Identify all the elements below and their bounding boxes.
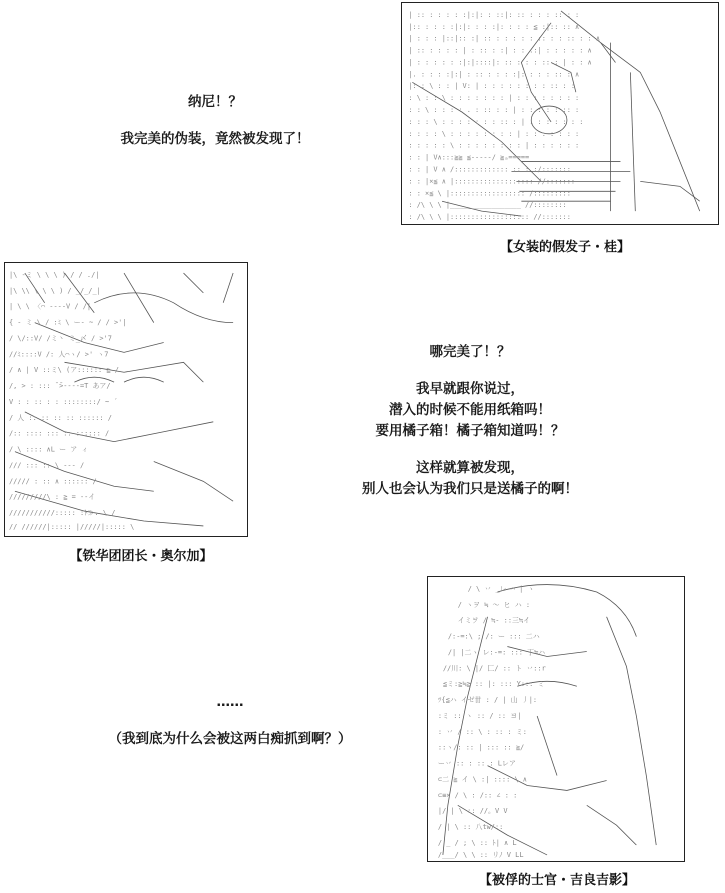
svg-text:/// ::: :: \ --- /: /// ::: :: \ --- / [8,461,85,470]
svg-text:/:: :::: ::: :: :::::: /: /:: :::: ::: :: :::::: / [8,429,110,438]
svg-text:/___/ \ \ :: リﾉ V LL: /___/ \ \ :: リﾉ V LL [437,850,524,859]
dialog-top [95,92,335,150]
dialog-line: 潜入的时候不能用纸箱吗！ [389,402,551,418]
svg-text:: : ×≦ \ |::::::::::::::::::: : : ×≦ \ |:::::::::::::::::: /::::::::: [408,189,571,198]
ascii-art-illustration [5,263,247,536]
ascii-art-panel-kira [427,576,685,862]
svg-text:/ \/::V/ /ミ丶 ミ_〆 / >'7: / \/::V/ /ミ丶 ミ_〆 / >'7 [8,334,112,343]
dialog-line: 这样就算被发现， [416,460,524,476]
svg-text:⊂二 ≧ イ \ :| :::: \ ∧: ⊂二 ≧ イ \ :| :::: \ ∧ [437,775,527,784]
svg-text:| \ \ 〈⌒ ----V / /: | \ \ 〈⌒ ----V / /| [8,302,92,311]
svg-text:///////////::::: :ﾄ≫. \ /: ///////////::::: :ﾄ≫. \ / [8,509,116,518]
svg-text:|\ -ミ \ \ \ ) /: |\ -ミ \ \ \ ) / / ./| [8,271,100,280]
svg-text:: /\ \ \ |:::::::::::::::::: : /\ \ \ |::::::::::::::::::: //::::::: [408,213,571,222]
svg-text:V : : :: : : ::::::::/ ~ ´: V : : :: : : ::::::::/ ~ ´ [8,397,118,406]
svg-text:: : | V ∧ /::::::::::::: ::: : : | V ∧ /::::::::::::: :: : :/::::::: [408,165,571,174]
dialog-line: 别人也会认为我们只是送橘子的啊！ [362,481,578,497]
dialog-line: 我完美的伪装，竟然被发现了！ [120,131,310,147]
svg-text:/| |二ヽ レ:-=: ::: 丁≒ハ: /| |二ヽ レ:-=: ::: 丁≒ハ [447,648,546,657]
svg-text:: : | V∧:::≧≧ ≦-----/ ≧ₐ====: : : | V∧:::≧≧ ≦-----/ ≧ₐ===== ______ [408,153,559,162]
svg-text:ー丷 :: : :: : Lレア: ー丷 :: : :: : Lレア [437,759,516,768]
ascii-art-panel-katsura [401,2,719,225]
svg-text:/ _ / ; \ :: ﾄ| ∧ L: / _ / ; \ :: ﾄ| ∧ L [437,839,517,848]
dialog-line: …… [216,694,244,710]
svg-text:| :: : : : : :|:|: : ::|: :: :: | :: : : : : :|:|: : ::|: :: : : : :: : : [408,10,580,19]
svg-text:/, > : ::: ̄ ̄>----=T あア/: /, > : ::: ̄ ̄>----=T あア/ [8,382,111,391]
svg-text:///// : :: ∧ :::::: /: ///// : :: ∧ :::::: / [8,477,97,486]
svg-text:: \ : : \ : : : : : : : | : :: : \ : : \ : : : : : : : | : : : : : : : : [408,94,580,103]
caption-kira: 【被俘的士官・吉良吉影】 [478,873,635,888]
svg-text:: : |×≦ ∧ |::::::::::::::::::: : : |×≦ ∧ |::::::::::::::::::: //::::::: [408,177,576,186]
svg-text:|\ \\ \ \ \ ) / _/: |\ \\ \ \ \ ) / _/_/_| [8,286,101,295]
caption-orga: 【铁华团团长・奥尔加】 [69,549,213,564]
svg-text:イミヲ / ≒- ::三≒イ: イミヲ / ≒- ::三≒イ [457,616,531,625]
dialog-bottom [80,692,380,750]
dialog-line: 哪完美了！？ [429,344,511,360]
svg-text:{ - ミ \ / :ﾐ \ ー- ~ / /: { - ミ \ / :ﾐ \ ー- ~ / / >'| [8,318,127,327]
svg-text:: : : : : \ : : : : : : : : |: : : : : : \ : : : : : : : : | : : : : : : [408,141,580,150]
svg-text:|/ | \ :: //。V V: |/ | \ :: //。V V [437,807,508,816]
caption-katsura: 【女装的假发子・桂】 [499,240,630,255]
svg-text://ﾐ::::V /: 人⌒ヽ/ >' ヽ7: //ﾐ::::V /: 人⌒ヽ/ >' ヽ7 [8,350,109,359]
svg-text:≦ミ:≧≒≧ :: |: ::: Y::: ミ: ≦ミ:≧≒≧ :: |: ::: Y::: ミ [442,680,545,689]
svg-text:: : : : \ : : : : : : : : | :: : : : : \ : : : : : : : : | : : : : : : : [408,129,580,138]
svg-text:// //////|::::: |/////|:::::: // //////|::::: |/////|::::: \ [8,522,135,531]
svg-text:: 丷 / :: \ : :: : ミ:: : 丷 / :: \ : :: : ミ: [437,727,527,736]
svg-text:: /\ \ \ |________________: : /\ \ \ |_________________ //:::::::: [408,201,567,210]
svg-text:| :: : : : : | : :: : :| : : :: | :: : : : : | : :: : :| : : ::| : : : : : ∧ [408,46,592,55]
svg-text:::ヽ/: :: | ::: :: ≧/: ::ヽ/: :: | ::: :: ≧/ [437,743,525,752]
svg-text:ﾂ{≦ハ イゼ丗 : / | 山 丿|:: ﾂ{≦ハ イゼ丗 : / | 山 丿|: [437,696,538,705]
svg-text:/:-=:\ ; /: ー ::: 二ハ: /:-=:\ ; /: ー ::: 二ハ [447,632,540,641]
ascii-art-illustration [402,3,718,224]
svg-text:/ \ 丷 _レ ⌒ | ヽ: / \ 丷 _レ ⌒ | ヽ [467,585,535,593]
dialog-middle [320,342,620,500]
svg-text:| : : : |::|:: :| :: : : : : :: | : : : |::|:: :| :: : : : : : :: : : :: : : ∧ [408,34,601,43]
svg-text:|. : : : :|:| : :: : : : :|: :: |. : : : :|:| : :: : : : :|: : : : :: : ∧ [408,70,580,79]
svg-text:⊂≡× / \ : /:: ∠ : :: ⊂≡× / \ : /:: ∠ : : [437,791,518,800]
svg-text:/ \ :::: ∧L ー ア ィ: / \ :::: ∧L ー ア ィ [8,445,89,454]
svg-text::ミ :: ヽ :: / :: ヨ|: :ミ :: ヽ :: / :: ヨ| [437,712,522,721]
ascii-art-illustration [428,577,684,861]
dialog-line: 纳尼！？ [188,94,242,110]
svg-text:/ | \ :: 八tw/::: / | \ :: 八tw/:: [437,823,504,832]
svg-text:/ ヽヲ ≒ 〜 ヒ ハ :: / ヽヲ ≒ 〜 ヒ ハ : [457,600,531,609]
svg-text:/ 人 :: :: :: :: :::::: /: / 人 :: :: :: :: :::::: / [8,413,112,422]
svg-text:|:: : : : :|:|: : : :|: : : :: |:: : : : :|:|: : : :|: : : : ≦ :|:: :: ∧ [408,22,580,31]
dialog-line: （我到底为什么会被这两白痴抓到啊？） [108,731,352,747]
svg-text://///////\ : ≧ = --イ: /////////\ : ≧ = --イ [8,493,96,502]
svg-text://川: \ |/ 匚/ :: ト 丷::r: //川: \ |/ 匚/ :: ト 丷::r [442,664,546,673]
dialog-line: 要用橘子箱！橘子箱知道吗！？ [375,423,565,439]
svg-text:|: : \ : : | V: | : : : : : :: |: : \ : : | V: | : : : : : : : : :: : : [408,82,576,91]
svg-text:: : \ : : : : . : :: : : | :: : : \ : : : : . : :: : : | : : : : : :: : [408,106,580,115]
dialog-line: 我早就跟你说过， [416,381,524,397]
svg-text:/ ∧ | V ::ミ\ (ア:::::: ≧ /: / ∧ | V ::ミ\ (ア:::::: ≧ / [8,366,119,375]
ascii-art-panel-orga [4,262,248,537]
svg-text:| : : : : : :|:|::::|: :: : :: | : : : : : :|:|::::|: :: : : : :: : | : : ∧ [408,58,592,67]
svg-text:: : : \ : : : : : : : :: : | :: : : : \ : : : : : : : :: : | : : : : : : : [408,117,584,126]
